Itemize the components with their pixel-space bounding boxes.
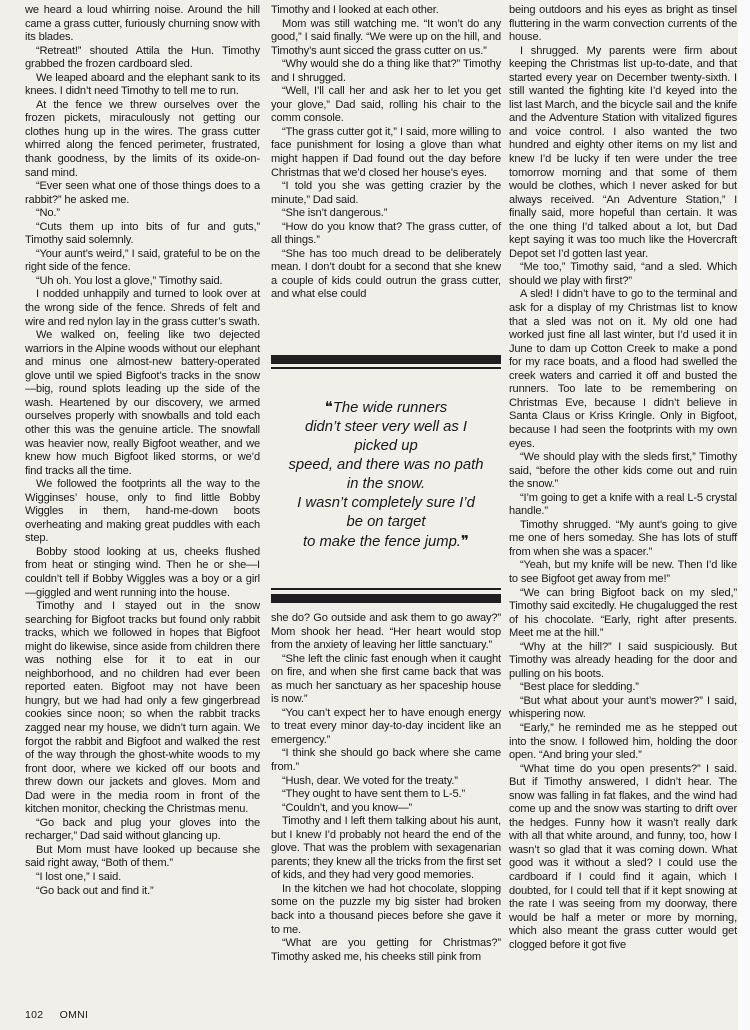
pull-quote-rule-bottom-thin xyxy=(271,588,501,590)
paragraph: Mom was still watching me. “It won’t do any good,” I said finally. “We were up on the hill, and Timothy’s aunt sicced the grass cutter on us.” xyxy=(271,17,501,57)
paragraph: “Your aunt’s weird,” I said, grateful to be on the right side of the fence. xyxy=(25,247,260,274)
pull-quote-rule-bottom xyxy=(271,594,501,603)
paragraph: “You can’t expect her to have enough energy to treat every minor day-to-day incident like an emergency.” xyxy=(271,706,501,746)
close-quote-mark: ❞ xyxy=(460,533,469,550)
paragraph: “We should play with the sleds first,” Timothy said, “before the other kids come out and ruin the snow.” xyxy=(509,451,737,491)
paragraph: “Why would she do a thing like that?” Timothy and I shrugged. xyxy=(271,58,501,84)
text-column-2-bottom xyxy=(271,612,501,964)
paragraph: “What time do you open presents?” I said. But if Timothy answered, I didn’t hear. The snow was falling in fat flakes, and the wind had come up and the snow was starting to drift over the hedges. Funny how it wasn’t really dark with all that white around, and funny, too, how I wasn’t so glad that it was coming down. What good was it without a sled? I could use the cardboard if I could find it again, which I doubted, for I could tell that if it kept snowing at the rate I was seeing from my doorway, there would be half a meter or more by morning, which also meant the grass cutter would get clogged before it got five xyxy=(509,762,737,951)
paragraph: “Go back and plug your gloves into the recharger,” Dad said without glancing up. xyxy=(25,816,260,843)
paragraph: “The grass cutter got it,” I said, more willing to face punishment for losing a glove than what might happen if Dad found out the day before Christmas that we’d closed her house’s eyes. xyxy=(271,125,501,179)
paragraph: “No.” xyxy=(36,207,60,220)
paragraph: “They ought to have sent them to L-5.” xyxy=(282,788,465,801)
paragraph: Timothy and I left them talking about his aunt, but I knew I’d probably not heard the end of the glove. That was the problem with sexagenarian parents; they knew all the tricks from the first set of kids, and they had very good memories. xyxy=(271,815,501,882)
paragraph: “Yeah, but my knife will be new. Then I’d like to see Bigfoot get away from me!” xyxy=(509,559,737,585)
paragraph: “Ever seen what one of those things does to a rabbit?” he asked me. xyxy=(25,180,260,206)
paragraph: Timothy and I looked at each other. xyxy=(271,4,439,16)
paragraph: In the kitchen we had hot chocolate, slopping some on the puzzle my big sister had broken back into a thousand pieces before she gave it to me. xyxy=(271,882,501,936)
paragraph: We followed the footprints all the way to the Wigginses’ house, only to find little Bobby Wiggles in them, hand-me-down boots overheating and making great puddles with each step. xyxy=(25,478,260,545)
pull-quote-line-5: in the snow. xyxy=(346,476,426,492)
text-column-2-top xyxy=(271,4,501,302)
paragraph: “Well, I’ll call her and ask her to let you get your glove,” Dad said, rolling his chair to the comm console. xyxy=(271,85,501,125)
paragraph: “Cuts them up into bits of fur and guts,” Timothy said solemnly. xyxy=(25,220,260,247)
paragraph: “Go back out and find it.” xyxy=(36,884,154,897)
paragraph: “Early,” he reminded me as he stepped out into the snow. I followed him, holding the door open. “And bring your sled.” xyxy=(509,721,737,762)
open-quote-mark: ❝ xyxy=(324,399,333,416)
pull-quote-rule-top xyxy=(271,355,501,364)
page-edge xyxy=(738,0,750,1030)
paragraph: A sled! I didn’t have to go to the terminal and ask for a display of my Christmas list to know that a sled was not on it. My old one had worked just fine all last winter, but I’d used it in June to dam up Cotton Creek to make a pond for my race boats, and a flood had swelled the creek waters and carried it off and busted the runners. Too late to be remembering on Christmas Eve, because I didn’t believe in Santa Claus or Kriss Kringle. Only in Bigfoot, because I had seen the footprints with my own eyes. xyxy=(509,288,737,450)
paragraph: “But what about your aunt’s mower?” I said, whispering now. xyxy=(509,694,737,721)
paragraph: Timothy and I stayed out in the snow searching for Bigfoot tracks but found only rabbit tracks, which we followed in hopes that Bigfoot might do likewise, since aside from children there was nothing else for it to eat in our neighborhood, and no children had ever been reported eaten. Bigfoot may not have been hungry, but we had had only a few gingerbread cookies since noon; so when the rabbit tracks zagged near my house, we didn’t turn again. We forgot the rabbit and Bigfoot and walked the rest of the way through the ghost-white woods to my front door, where we kicked off our boots and threw down our jackets and gloves. Mom and Dad were in the media room in front of the kitchen monitor, checking the Christmas menu. xyxy=(25,600,260,816)
text-column-1 xyxy=(25,4,260,898)
text-column-3 xyxy=(509,4,737,952)
paragraph: I nodded unhappily and turned to look over at the wrong side of the fence. Shreds of felt and wire and red nylon lay in the grass cutter’s swath. xyxy=(25,288,260,328)
paragraph: “Best place for sledding.” xyxy=(520,681,639,694)
pull-quote-line-6: I wasn’t completely sure I’d xyxy=(297,495,475,511)
paragraph: “I’m going to get a knife with a real L-5 crystal handle.” xyxy=(509,491,737,518)
pull-quote-line-2: didn’t steer very well as I xyxy=(304,419,467,435)
page-footer xyxy=(25,1009,101,1021)
pull-quote-line-8: to make the fence jump.❞ xyxy=(303,533,469,550)
paragraph: “What are you getting for Christmas?” Timothy asked me, his cheeks still pink from xyxy=(271,937,501,963)
pull-quote-line-1: ❝The wide runners xyxy=(324,399,448,416)
pull-quote-rule-top-thin xyxy=(271,367,501,369)
paragraph: “She left the clinic fast enough when it caught on fire, and when she first came back that was as much her sanctuary as her spaceship house is now.” xyxy=(271,652,501,706)
paragraph: But Mom must have looked up because she said right away, “Both of them.” xyxy=(25,843,260,870)
paragraph: We leaped aboard and the elephant sank to its knees. I didn’t need Timothy to tell me to run. xyxy=(25,71,260,98)
paragraph: We walked on, feeling like two dejected warriors in the Alpine woods without our elephant and minus one almost-new battery-operated glove until we spied Bigfoot’s tracks in the snow—big, round splots leading up the side of the wash. Heartened by our discovery, we armed ourselves properly with snowballs and told each other this was the genuine article. The snowfall was heavier now, really Bigfoot weather, and we knew how much Bigfoot liked storms, or we’d find tracks all the time. xyxy=(25,329,260,477)
paragraph: “I think she should go back where she came from.” xyxy=(271,747,501,774)
paragraph: “Retreat!” shouted Attila the Hun. Timothy grabbed the frozen cardboard sled. xyxy=(25,44,260,71)
paragraph: “I told you she was getting crazier by the minute,” Dad said. xyxy=(271,180,501,206)
paragraph: “I lost one,” I said. xyxy=(36,871,122,883)
paragraph: I shrugged. My parents were firm about keeping the Christmas list up-to-date, and that started every year on December twenty-sixth. I still wanted the fighting kite I’d keyed into the list last March, and the bicycle sail and the knife and the Adventure Station with vitalized figures and voice control. I also wanted the two hundred and eighty other items on my list and knew I’d be lucky if ten were under the tree tomorrow morning and that some of them would be clothes, which I never asked for but always received. “An Adventure Station,” I finally said, more hopeful than certain. It was the one thing I’d talked about a lot, but Dad kept saying it was too much like the Hovercraft Depot set I’d gotten last year. xyxy=(509,44,737,260)
paragraph: “Couldn’t, and you know—” xyxy=(282,801,413,814)
paragraph: “She has too much dread to be deliberately mean. I don’t doubt for a second that she knew a couple of kids could outrun the grass cutter, and what else could xyxy=(271,247,501,301)
paragraph: “Hush, dear. We voted for the treaty.” xyxy=(282,774,458,787)
pull-quote-line-4: speed, and there was no path xyxy=(288,457,484,473)
pull-quote xyxy=(271,398,501,552)
paragraph: “We can bring Bigfoot back on my sled,” Timothy said excitedly. He chugalugged the rest of his chocolate. “Early, right after presents. Meet me at the hill.” xyxy=(509,586,737,640)
paragraph: “How do you know that? The grass cutter, of all things.” xyxy=(271,220,501,247)
pull-quote-line-3: picked up xyxy=(354,438,418,454)
paragraph: “Me too,” Timothy said, “and a sled. Which should we play with first?” xyxy=(509,261,737,287)
paragraph: Timothy shrugged. “My aunt’s going to give me one of hers someday. She has lots of stuff from when she was a spacer.” xyxy=(509,518,737,558)
paragraph: “Why at the hill?” I said suspiciously. But Timothy was already heading for the door and pulling on his boots. xyxy=(509,640,737,680)
magazine-name: OMNI xyxy=(59,1009,89,1021)
paragraph: Bobby stood looking at us, cheeks flushed from heat or stinging wind. Then he or she—I couldn’t tell if Bobby Wiggles was a boy or a girl—giggled and went running into the house. xyxy=(25,545,260,599)
page-number: 102 xyxy=(25,1009,44,1021)
paragraph: At the fence we threw ourselves over the frozen pickets, miraculously not getting our clothes hung up in the wires. The grass cutter whirred along the fenced perimeter, frustrated, thank goodness, by the limits of its oxide-on-sand mind. xyxy=(25,98,260,179)
paragraph: “She isn’t dangerous.” xyxy=(282,207,388,220)
paragraph: she do? Go outside and ask them to go away?” Mom shook her head. “Her heart would stop from the anxiety of leaving her little sanctuary.” xyxy=(271,612,501,652)
paragraph: being outdoors and his eyes as bright as tinsel fluttering in the warm convection currents of the house. xyxy=(509,4,737,44)
paragraph: “Uh oh. You lost a glove,” Timothy said. xyxy=(36,274,223,287)
pull-quote-line-7: be on target xyxy=(346,514,426,530)
paragraph: we heard a loud whirring noise. Around the hill came a grass cutter, furiously churning snow with its blades. xyxy=(25,4,260,44)
